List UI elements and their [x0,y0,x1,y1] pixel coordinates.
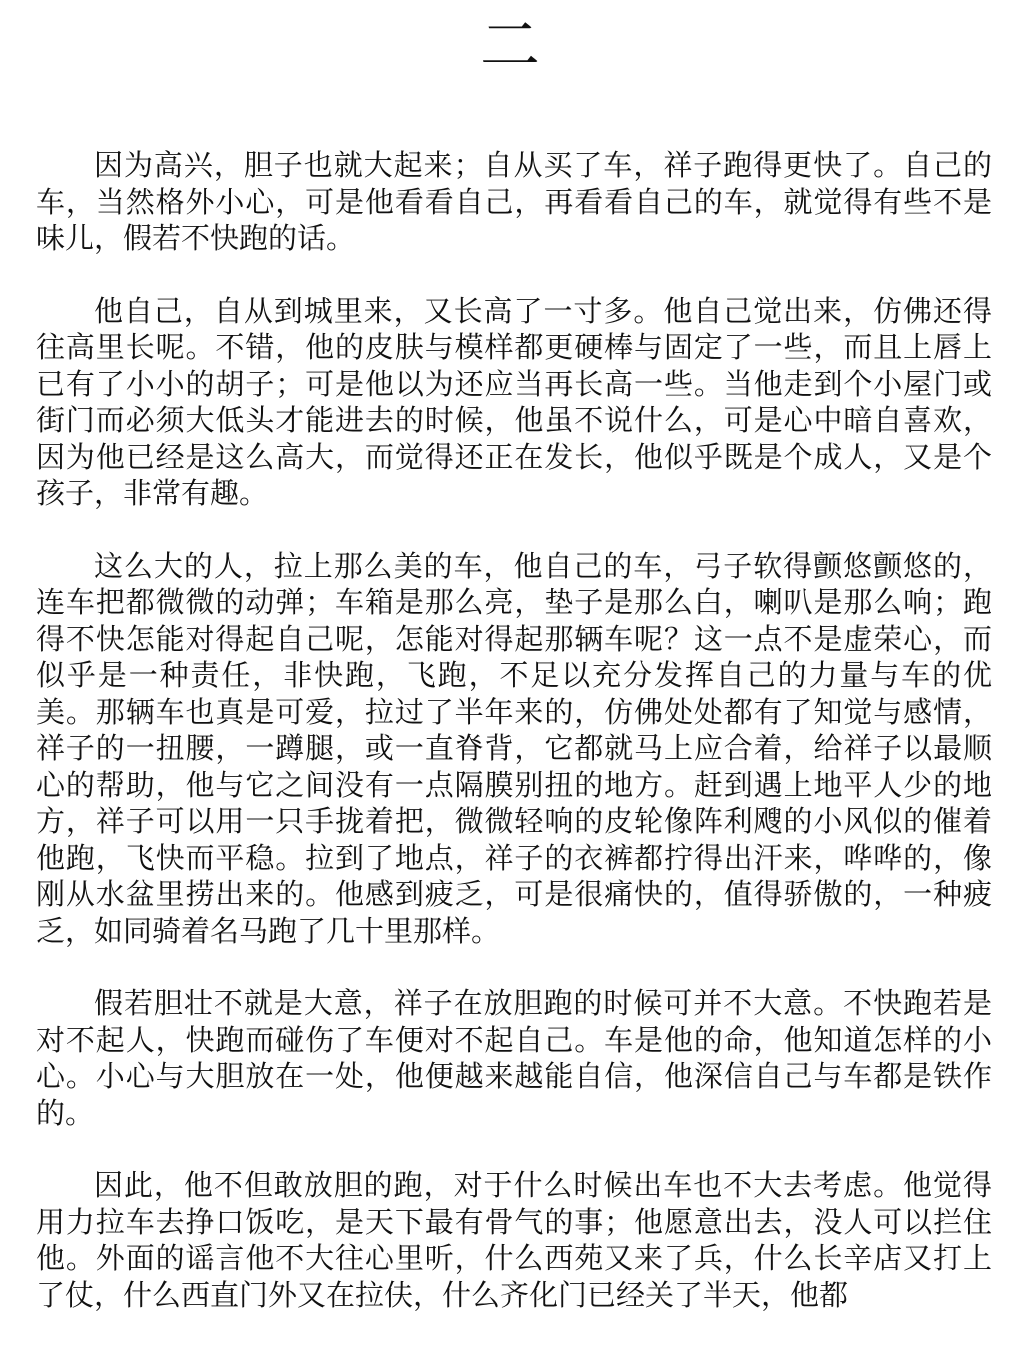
text-line: 的车，当然格外小心，可是他看看自己，再看看自己的车，就觉得有些 [36,148,992,219]
text-line: 的，连车把都微微的动弹；车箱是那么亮，垫子是那么白，喇叭是那么 [36,548,992,619]
text-line: 荣心，而似乎是一种责任，非快跑，飞跑，不足以充分发挥自己的力量 [36,621,992,692]
chapter-title: 二 [480,11,540,81]
text-line: 觉与感情，祥子的一扭腰，一蹲腿，或一直脊背，它都就马上应合着， [36,694,992,765]
paragraph-1 [36,147,992,257]
text-line: 上地平人少的地方，祥子可以用一只手拢着把，微微轻响的皮轮像阵利 [36,767,992,838]
text-line: 又打上了仗，什么西直门外又在拉伕，什么齐化门已经关了半天，他都 [36,1241,992,1312]
text-line: 是铁作的。 [36,1059,992,1130]
text-line: 屋门或街门而必须大低头才能进去的时候，他虽不说什么，可是心中暗 [36,366,992,437]
text-line: 响；跑得不快怎能对得起自己呢，怎能对得起那辆车呢？这一点不是虚 [36,585,992,656]
text-line: 给祥子以最顺心的帮助，他与它之间没有一点隔膜别扭的地方。赶到遇 [36,731,992,802]
chapter-body [36,147,992,1349]
text-line: 的，值得骄傲的，一种疲乏，如同骑着名马跑了几十里那样。 [36,877,992,948]
text-line: 人，又是个孩子，非常有趣。 [36,439,992,510]
text-line: 他自己，自从到城里来，又长高了一寸多。他自己觉出来，仿佛还 [94,293,963,328]
text-line: 自喜欢，因为他已经是这么高大，而觉得还正在发长，他似乎既是个成 [36,403,992,474]
paragraph-4 [36,985,992,1131]
text-line: 得用力拉车去挣口饭吃，是天下最有骨气的事；他愿意出去，没人可以 [36,1168,992,1239]
text-line: 与车的优美。那辆车也真是可爱，拉过了半年来的，仿佛处处都有了知 [36,658,992,729]
text-line: 唇上已有了小小的胡子；可是他以为还应当再长高一些。当他走到个小 [36,330,992,401]
text-line: 因为高兴，胆子也就大起来；自从买了车，祥子跑得更快了。自己 [94,148,963,182]
text-line: 的小心。小心与大胆放在一处，他便越来越能自信，他深信自己与车都 [36,1022,992,1093]
text-line: 飕的小风似的催着他跑，飞快而平稳。拉到了地点，祥子的衣裤都拧得 [36,804,992,875]
text-line: 假若胆壮不就是大意，祥子在放胆跑的时候可并不大意。不快跑若 [94,986,963,1020]
text-line: 这么大的人，拉上那么美的车，他自己的车，弓子软得颤悠颤悠 [94,548,934,583]
text-line: 是对不起人，快跑而碰伤了车便对不起自己。车是他的命，他知道怎样 [36,986,992,1057]
text-line: 拦住他。外面的谣言他不大往心里听，什么西苑又来了兵，什么长辛店 [36,1204,992,1275]
text-line: 不是味儿，假若不快跑的话。 [36,184,992,255]
paragraph-2 [36,293,992,512]
paragraph-5 [36,1167,992,1313]
text-line: 出汗来，哗哗的，像刚从水盆里捞出来的。他感到疲乏，可是很痛快 [36,840,992,911]
text-line: 因此，他不但敢放胆的跑，对于什么时候出车也不大去考虑。他觉 [94,1168,963,1202]
text-line: 得往高里长呢。不错，他的皮肤与模样都更硬棒与固定了一些，而且上 [36,293,992,364]
paragraph-3 [36,548,992,950]
